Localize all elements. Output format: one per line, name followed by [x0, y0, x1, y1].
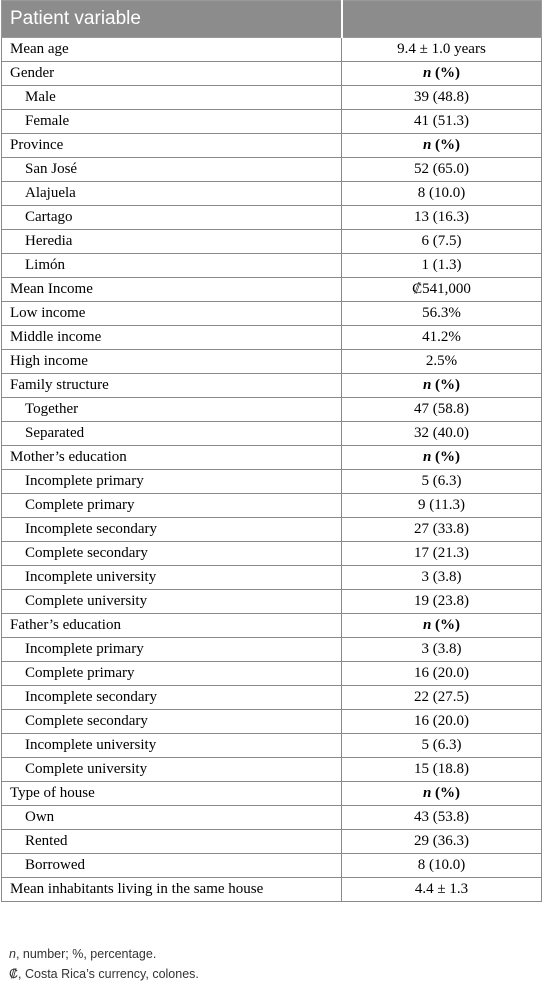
- table-row: [2, 806, 542, 830]
- table-row: [2, 278, 542, 302]
- row-n-percent-header: [342, 446, 542, 470]
- row-label: High income: [2, 350, 342, 374]
- row-value: 19 (23.8): [342, 590, 542, 614]
- row-sublabel: Incomplete primary: [2, 638, 342, 662]
- row-sublabel: Complete primary: [2, 662, 342, 686]
- row-sublabel: Rented: [2, 830, 342, 854]
- row-sublabel: Limón: [2, 254, 342, 278]
- row-sublabel: Female: [2, 110, 342, 134]
- row-label: Mean inhabitants living in the same house: [2, 878, 342, 902]
- table-row: [2, 686, 542, 710]
- row-value: 47 (58.8): [342, 398, 542, 422]
- row-label: Type of house: [2, 782, 342, 806]
- row-value: 5 (6.3): [342, 734, 542, 758]
- patient-variable-table: [1, 0, 542, 902]
- footnote-abbreviations-text: , number; %, percentage.: [15, 947, 157, 961]
- row-label: Province: [2, 134, 342, 158]
- row-sublabel: Borrowed: [2, 854, 342, 878]
- table-row: [2, 518, 542, 542]
- row-value: 16 (20.0): [342, 662, 542, 686]
- row-sublabel: Incomplete university: [2, 734, 342, 758]
- table-header-row: [2, 1, 542, 38]
- row-sublabel: Male: [2, 86, 342, 110]
- row-sublabel: Incomplete secondary: [2, 518, 342, 542]
- row-value: 43 (53.8): [342, 806, 542, 830]
- table-row: [2, 710, 542, 734]
- row-sublabel: Complete university: [2, 758, 342, 782]
- row-label: Family structure: [2, 374, 342, 398]
- table-row: [2, 638, 542, 662]
- row-sublabel: Incomplete university: [2, 566, 342, 590]
- n-percent-display: n (%): [422, 617, 461, 633]
- row-value: 2.5%: [342, 350, 542, 374]
- table-row: [2, 110, 542, 134]
- row-value: 39 (48.8): [342, 86, 542, 110]
- n-percent-display: n (%): [422, 377, 461, 393]
- table-row: [2, 422, 542, 446]
- row-value: 16 (20.0): [342, 710, 542, 734]
- row-label: Low income: [2, 302, 342, 326]
- row-value: 27 (33.8): [342, 518, 542, 542]
- row-value: 17 (21.3): [342, 542, 542, 566]
- row-sublabel: Complete primary: [2, 494, 342, 518]
- table-row: [2, 830, 542, 854]
- row-value: 15 (18.8): [342, 758, 542, 782]
- row-label: Mean Income: [2, 278, 342, 302]
- row-sublabel: San José: [2, 158, 342, 182]
- row-value: 8 (10.0): [342, 854, 542, 878]
- table-row: [2, 470, 542, 494]
- row-label: Middle income: [2, 326, 342, 350]
- row-sublabel: Incomplete secondary: [2, 686, 342, 710]
- row-label: Mean age: [2, 38, 342, 62]
- row-sublabel: Incomplete primary: [2, 470, 342, 494]
- table-row: [2, 542, 542, 566]
- row-value: 13 (16.3): [342, 206, 542, 230]
- footnote-currency: ₡, Costa Rica’s currency, colones.: [9, 967, 199, 981]
- row-value: 56.3%: [342, 302, 542, 326]
- row-sublabel: Alajuela: [2, 182, 342, 206]
- row-sublabel: Separated: [2, 422, 342, 446]
- row-n-percent-header: [342, 614, 542, 638]
- table-row: [2, 350, 542, 374]
- table-row: [2, 446, 542, 470]
- table-row: [2, 86, 542, 110]
- n-percent-display: n (%): [422, 137, 461, 153]
- table-row: [2, 62, 542, 86]
- table-row: [2, 590, 542, 614]
- row-value: ₡541,000: [342, 278, 542, 302]
- row-value: 52 (65.0): [342, 158, 542, 182]
- row-sublabel: Together: [2, 398, 342, 422]
- row-value: 1 (1.3): [342, 254, 542, 278]
- table-row: [2, 734, 542, 758]
- table-row: [2, 662, 542, 686]
- header-patient-variable: Patient variable: [2, 1, 342, 38]
- row-n-percent-header: [342, 134, 542, 158]
- row-n-percent-header: [342, 374, 542, 398]
- table-row: [2, 398, 542, 422]
- row-sublabel: Complete secondary: [2, 710, 342, 734]
- row-value: 5 (6.3): [342, 470, 542, 494]
- row-label: Mother’s education: [2, 446, 342, 470]
- row-value: 9 (11.3): [342, 494, 542, 518]
- table-row: [2, 230, 542, 254]
- row-sublabel: Complete secondary: [2, 542, 342, 566]
- footnote-abbreviations: [9, 944, 199, 964]
- table-row: [2, 614, 542, 638]
- n-percent-display: n (%): [422, 449, 461, 465]
- row-sublabel: Cartago: [2, 206, 342, 230]
- table-footnotes: [9, 944, 199, 984]
- row-value: 6 (7.5): [342, 230, 542, 254]
- table-row: [2, 254, 542, 278]
- table-row: [2, 206, 542, 230]
- patient-variable-table-container: [1, 0, 541, 902]
- row-value: 29 (36.3): [342, 830, 542, 854]
- row-value: 32 (40.0): [342, 422, 542, 446]
- table-row: [2, 326, 542, 350]
- row-sublabel: Complete university: [2, 590, 342, 614]
- header-value: [342, 1, 542, 38]
- row-value: 9.4 ± 1.0 years: [342, 38, 542, 62]
- row-value: 3 (3.8): [342, 638, 542, 662]
- row-value: 4.4 ± 1.3: [342, 878, 542, 902]
- row-sublabel: Heredia: [2, 230, 342, 254]
- table-row: [2, 182, 542, 206]
- row-value: 22 (27.5): [342, 686, 542, 710]
- table-row: [2, 38, 542, 62]
- table-row: [2, 302, 542, 326]
- table-row: [2, 374, 542, 398]
- table-row: [2, 878, 542, 902]
- table-row: [2, 494, 542, 518]
- row-label: Father’s education: [2, 614, 342, 638]
- row-n-percent-header: [342, 782, 542, 806]
- footnote-n-symbol: n: [9, 947, 16, 961]
- table-row: [2, 782, 542, 806]
- row-value: 3 (3.8): [342, 566, 542, 590]
- row-n-percent-header: [342, 62, 542, 86]
- row-value: 41.2%: [342, 326, 542, 350]
- row-value: 8 (10.0): [342, 182, 542, 206]
- table-row: [2, 134, 542, 158]
- table-row: [2, 758, 542, 782]
- row-value: 41 (51.3): [342, 110, 542, 134]
- table-row: [2, 854, 542, 878]
- n-percent-display: n (%): [422, 785, 461, 801]
- table-row: [2, 158, 542, 182]
- row-label: Gender: [2, 62, 342, 86]
- n-percent-display: n (%): [422, 65, 461, 81]
- table-row: [2, 566, 542, 590]
- table-body: [2, 38, 542, 902]
- row-sublabel: Own: [2, 806, 342, 830]
